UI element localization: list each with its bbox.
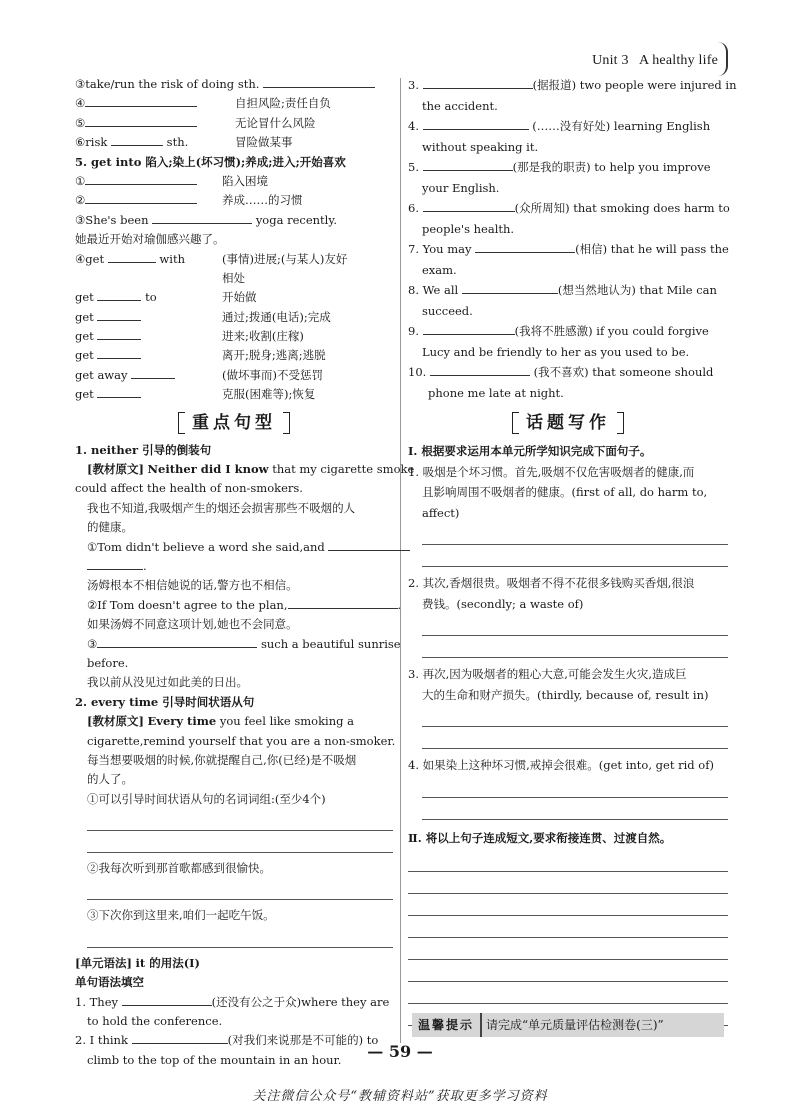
exercise-row: 6. (众所周知) that smoking does harm to [408, 201, 730, 215]
section-title-key-sentences: 重点句型 [75, 409, 393, 437]
blank[interactable] [97, 635, 257, 648]
blank[interactable] [423, 76, 533, 89]
essay-line[interactable] [408, 898, 728, 916]
exercise-row: 5. (那是我的职责) to help you improve [408, 160, 711, 174]
answer-line[interactable] [87, 930, 393, 948]
blank[interactable] [430, 363, 530, 376]
phrase-row: ② 养成……的习惯 [75, 193, 303, 208]
writing-prompt: 费钱。(secondly; a waste of) [422, 596, 584, 611]
textbook-quote-cont: cigarette,remind yourself that you are a non-smoker. [87, 733, 396, 748]
textbook-quote: [教材原文] Neither did I know that my cigarette smoke [87, 462, 415, 477]
exercise-row: 8. We all (想当然地认为) that Mile can [408, 283, 717, 297]
blank[interactable] [152, 211, 252, 224]
blank[interactable] [475, 240, 575, 253]
exercise-row: 4. (……没有好处) learning English [408, 119, 711, 133]
translation: 每当想要吸烟的时候,你就提醒自己,你(已经)是不吸烟 [87, 752, 357, 767]
answer-line[interactable] [422, 549, 728, 567]
writing-prompt: affect) [422, 505, 460, 520]
writing-prompt: 大的生命和财产损失。(thirdly, because of, result in) [422, 687, 709, 702]
blank[interactable] [87, 557, 143, 570]
reminder-box [412, 1013, 724, 1037]
exercise-row: 9. (我将不胜感激) if you could forgive [408, 324, 709, 338]
essay-line[interactable] [408, 876, 728, 894]
blank[interactable] [85, 191, 197, 204]
blank[interactable] [423, 117, 529, 130]
blank[interactable] [85, 114, 197, 127]
exercise-row: ②If Tom doesn't agree to the plan, . [87, 597, 402, 612]
translation: 的健康。 [87, 520, 133, 535]
grammar-unit-heading: [单元语法] it 的用法(Ⅰ) [75, 955, 200, 970]
header-bracket [718, 42, 728, 76]
answer-line[interactable] [422, 527, 728, 545]
answer-line[interactable] [87, 835, 393, 853]
writing-prompt: 1. 吸烟是个坏习惯。首先,吸烟不仅危害吸烟者的健康,而 [408, 464, 695, 479]
writing-prompt: 4. 如果染上这种坏习惯,戒掉会很难。(get into, get rid of) [408, 758, 714, 772]
blank[interactable] [423, 158, 513, 171]
right-column [408, 75, 737, 1028]
answer-line[interactable] [422, 618, 728, 636]
answer-line[interactable] [422, 780, 728, 798]
blank[interactable] [288, 596, 398, 609]
running-header [592, 53, 718, 69]
exercise-row: 3. (据报道) two people were injured in [408, 78, 737, 92]
reminder-text: 请完成“单元质量评估检测卷(三)” [486, 1018, 664, 1032]
exercise-row: 7. You may (相信) that he will pass the [408, 242, 729, 256]
translation: 如果汤姆不同意这项计划,她也不会同意。 [87, 617, 298, 632]
phrase-row: 相处 [222, 270, 245, 285]
blank[interactable] [85, 172, 197, 185]
essay-line[interactable] [408, 986, 728, 1004]
essay-line[interactable] [408, 920, 728, 938]
answer-line[interactable] [87, 882, 393, 900]
blank[interactable] [85, 94, 197, 107]
blank[interactable] [108, 250, 156, 263]
exercise-row: phone me late at night. [428, 385, 564, 400]
essay-line[interactable] [408, 942, 728, 960]
exercise-row: without speaking it. [422, 139, 539, 154]
blank[interactable] [97, 385, 141, 398]
exercise-prompt: ①可以引导时间状语从句的名词词组:(至少4个) [87, 791, 326, 806]
exercise-row: succeed. [422, 303, 473, 318]
exercise-row: before. [87, 655, 129, 670]
translation: 汤姆根本不相信她说的话,警方也不相信。 [87, 578, 298, 593]
textbook-quote-cont: could affect the health of non-smokers. [75, 481, 303, 496]
phrase-row: ③She's been yoga recently. [75, 212, 337, 227]
exercise-prompt: ③下次你到这里来,咱们一起吃午饭。 [87, 908, 275, 923]
blank[interactable] [97, 327, 141, 340]
answer-line[interactable] [422, 640, 728, 658]
blank[interactable] [97, 288, 141, 301]
exercise-row: the accident. [422, 98, 498, 113]
phrase-row: get 克服(困难等);恢复 [75, 387, 316, 402]
essay-line[interactable] [408, 854, 728, 872]
answer-line[interactable] [87, 813, 393, 831]
unit-title: A healthy life [638, 53, 718, 68]
exercise-prompt: ②我每次听到那首歌都感到很愉快。 [87, 861, 271, 876]
answer-line[interactable] [422, 802, 728, 820]
exercise-row: 2. I think (对我们来说那是不可能的) to [75, 1033, 379, 1048]
writing-prompt: 3. 再次,因为吸烟者的粗心大意,可能会发生火灾,造成巨 [408, 667, 687, 681]
blank[interactable] [111, 133, 163, 146]
section-heading-get-into: 5. get into 陷入;染上(坏习惯);养成;进入;开始喜欢 [75, 154, 346, 169]
writing-prompt: 且影响周围不吸烟者的健康。(first of all, do harm to, [422, 485, 708, 499]
blank[interactable] [131, 366, 175, 379]
phrase-row: get to 开始做 [75, 290, 257, 305]
blank[interactable] [122, 993, 212, 1006]
part-two-heading: Ⅱ. 将以上句子连成短文,要求衔接连贯、过渡自然。 [408, 830, 672, 845]
exercise-row: to hold the conference. [87, 1014, 223, 1029]
exercise-row: exam. [422, 262, 457, 277]
phrase-row: get 离开;脱身;逃离;逃脱 [75, 348, 326, 363]
writing-prompt: 2. 其次,香烟很贵。吸烟者不得不花很多钱购买香烟,很浪 [408, 576, 695, 590]
exercise-row: ③ such a beautiful sunrise [87, 636, 401, 651]
blank[interactable] [462, 281, 558, 294]
exercise-row: people's health. [422, 221, 515, 236]
translation: 我也不知道,我吸烟产生的烟还会损害那些不吸烟的人 [87, 500, 356, 515]
phrase-row: ⑥risk sth. 冒险做某事 [75, 135, 293, 150]
exercise-row: . [75, 557, 393, 576]
translation: 她最近开始对瑜伽感兴趣了。 [75, 232, 225, 247]
answer-line[interactable] [422, 709, 728, 727]
blank[interactable] [423, 322, 515, 335]
page-number: — 59 — [367, 1042, 433, 1061]
exercise-row: 1. They (还没有公之于众)where they are [75, 994, 390, 1009]
grammar-point-heading: 2. every time 引导时间状语从句 [75, 694, 255, 709]
phrase-row: ⑤ 无论冒什么风险 [75, 115, 316, 130]
phrase-row: ① 陷入困境 [75, 173, 268, 188]
section-title-topic-writing: 话题写作 [408, 409, 728, 437]
exercise-row: your English. [422, 180, 500, 195]
exercise-row: ①Tom didn't believe a word she said,and [75, 538, 393, 557]
phrase-row: get 通过;拨通(电话);完成 [75, 309, 331, 324]
phrase-row: get away (做坏事而)不受惩罚 [75, 367, 323, 382]
part-one-heading: Ⅰ. 根据要求运用本单元所学知识完成下面句子。 [408, 444, 652, 458]
translation: 我以前从没见过如此美的日出。 [87, 675, 248, 690]
phrase-row: ④get with (事情)进展;(与某人)友好 [75, 251, 348, 266]
phrase-row: ③take/run the risk of doing sth. [75, 75, 393, 94]
blank[interactable] [328, 538, 410, 551]
reminder-label: 温馨提示 [412, 1013, 482, 1037]
translation: 的人了。 [87, 772, 133, 787]
blank[interactable] [97, 346, 141, 359]
exercise-row: Lucy and be friendly to her as you used to be. [422, 344, 690, 359]
unit-label: Unit 3 [592, 53, 629, 68]
phrase-row: ④ 自担风险;责任自负 [75, 96, 331, 111]
blank[interactable] [97, 308, 141, 321]
blank[interactable] [263, 75, 375, 88]
blank[interactable] [423, 199, 515, 212]
phrase-row: get 进来;收割(庄稼) [75, 329, 304, 344]
essay-line[interactable] [408, 964, 728, 982]
answer-line[interactable] [422, 731, 728, 749]
exercise-row: 10. (我不喜欢) that someone should [408, 365, 714, 379]
exercise-row: climb to the top of the mountain in an hour. [87, 1052, 342, 1067]
grammar-point-heading: 1. neither 引导的倒装句 [75, 442, 212, 457]
textbook-quote: [教材原文] Every time you feel like smoking a [87, 714, 355, 729]
column-divider [400, 78, 401, 1043]
footer-note: 关注微信公众号“教辅资料站”获取更多学习资料 [252, 1089, 548, 1104]
grammar-sub-heading: 单句语法填空 [75, 975, 144, 990]
